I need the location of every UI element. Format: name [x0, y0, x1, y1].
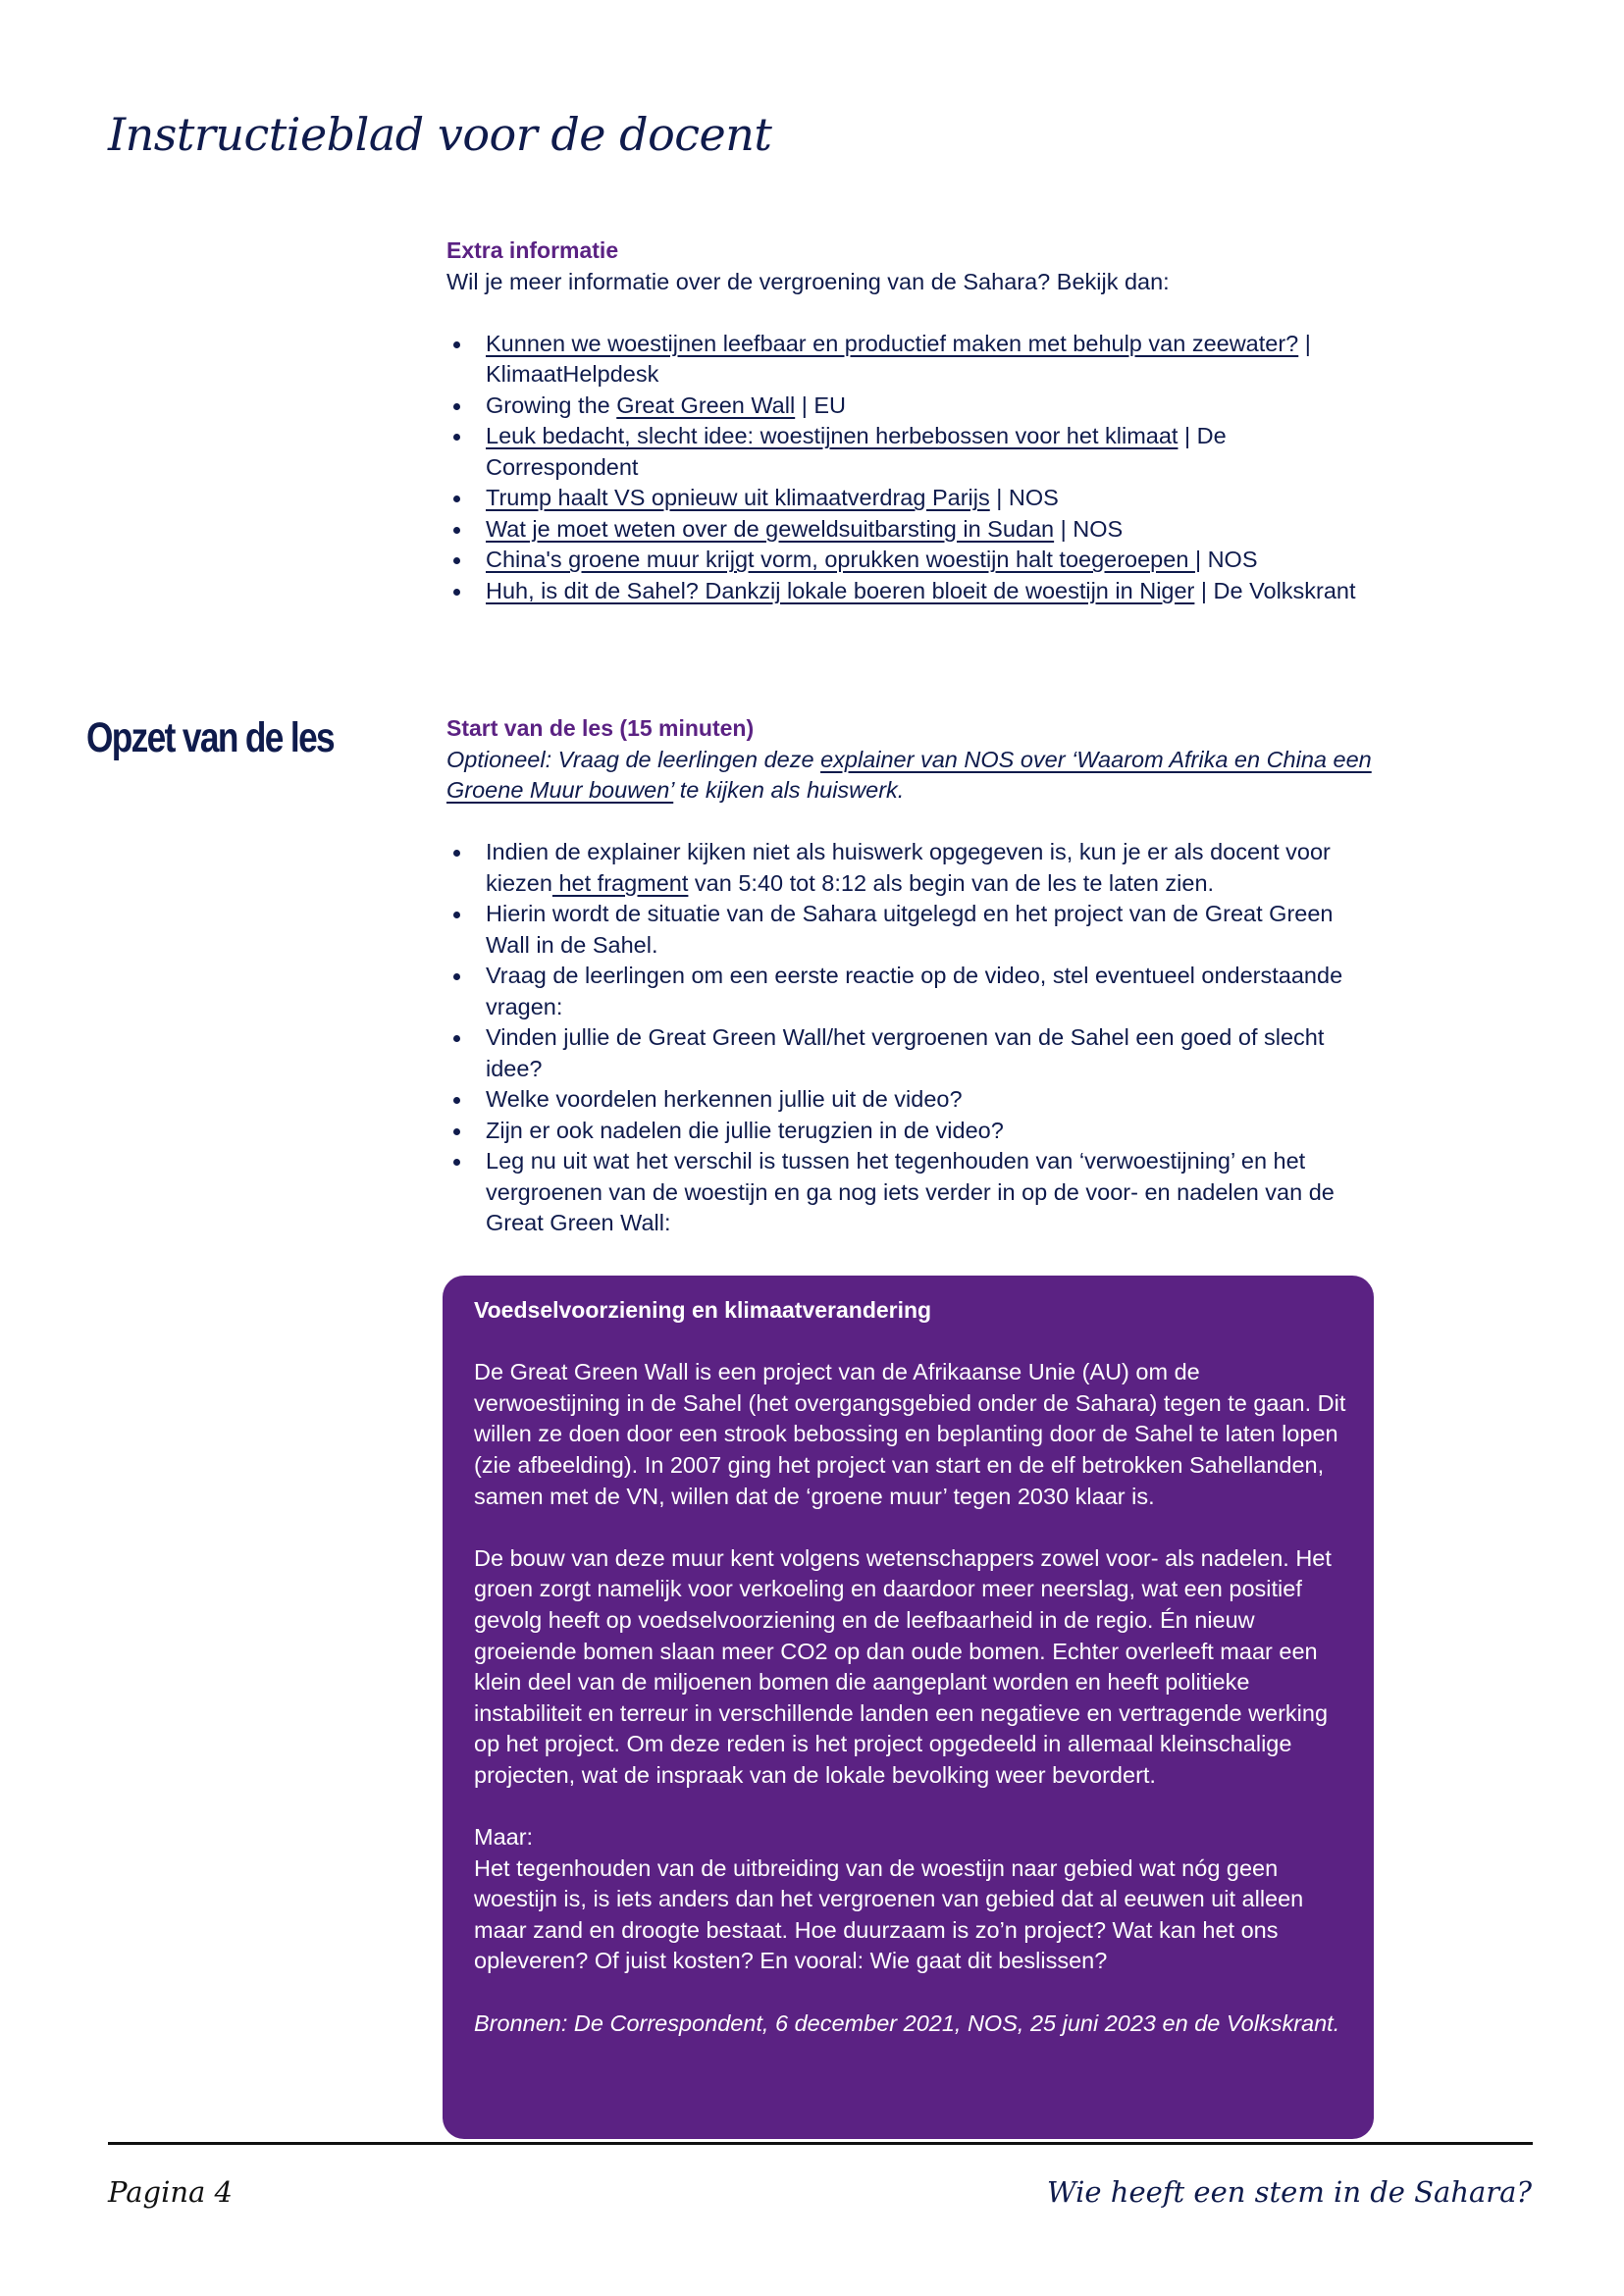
lesson-start-steps — [446, 837, 1379, 1239]
list-item: Hierin wordt de situatie van de Sahara uitgelegd en het project van de Great Green Wall in de Sahel. — [446, 899, 1379, 961]
link-zeewater[interactable]: Kunnen we woestijnen leefbaar en productief maken met behulp van zeewater? — [486, 330, 1299, 356]
list-item: Huh, is dit de Sahel? Dankzij lokale boeren bloeit de woestijn in Niger | De Volkskrant — [446, 576, 1379, 607]
list-item: Wat je moet weten over de geweldsuitbarsting in Sudan | NOS — [446, 514, 1379, 546]
link-china-groene-muur[interactable]: China's groene muur krijgt vorm, oprukken woestijn halt toegeroepen — [486, 547, 1195, 572]
extra-info-section — [446, 235, 1379, 606]
extra-info-heading: Extra informatie — [446, 237, 619, 263]
page-number: Pagina 4 — [108, 2175, 233, 2209]
list-item: Zijn er ook nadelen die jullie terugzien in de video? — [446, 1116, 1379, 1147]
info-box-maar-label: Maar: — [474, 1824, 534, 1851]
link-sudan[interactable]: Wat je moet weten over de geweldsuitbarsting in Sudan — [486, 515, 1055, 542]
list-item: Leg nu uit wat het verschil is tussen het tegenhouden van ‘verwoestijning’ en het vergroenen van de woestijn en ga nog iets verder in op de voor- en nadelen van de Great Green Wall: — [446, 1146, 1379, 1239]
page-title: Instructieblad voor de docent — [108, 108, 772, 161]
list-item: Welke voordelen herkennen jullie uit de video? — [446, 1084, 1379, 1116]
info-box-paragraph: Het tegenhouden van de uitbreiding van de woestijn naar gebied wat nóg geen woestijn is, is iets anders dan het vergroenen van gebied dat al eeuwen uit alleen maar zand en droogte bestaat. Hoe duurzaam is zo’n project? Wat kan het ons opleveren? Of juist kosten? En vooral: Wie gaat dit beslissen? — [474, 1854, 1304, 1974]
list-item: Indien de explainer kijken niet als huiswerk opgegeven is, kun je er als docent voor kiezen het fragment van 5:40 tot 8:12 als begin van de les te laten zien. — [446, 837, 1379, 899]
link-leuk-bedacht[interactable]: Leuk bedacht, slecht idee: woestijnen herbebossen voor het klimaat — [486, 423, 1179, 448]
lesson-start-section — [446, 713, 1379, 1239]
info-box-paragraph: De Great Green Wall is een project van de Afrikaanse Unie (AU) om de verwoestijning in de Sahel (het overgangsgebied onder de Sahara) tegen te gaan. Dit willen ze doen door een strook bebossing en beplanting door de Sahel te laten lopen (zie afbeelding). In 2007 ging het project van start en de elf betrokken Sahellanden, samen met de VN, willen dat de ‘groene muur’ tegen 2030 klaar is. — [474, 1359, 1346, 1509]
list-item: Trump haalt VS opnieuw uit klimaatverdrag Parijs | NOS — [446, 483, 1379, 514]
section-heading-opzet: Opzet van de les — [86, 714, 335, 761]
link-great-green-wall[interactable]: Great Green Wall — [616, 391, 796, 418]
extra-info-intro: Wil je meer informatie over de vergroening van de Sahara? Bekijk dan: — [446, 268, 1170, 294]
list-item: Kunnen we woestijnen leefbaar en productief maken met behulp van zeewater? | KlimaatHelpdesk — [446, 329, 1379, 391]
link-sahel-niger[interactable]: Huh, is dit de Sahel? Dankzij lokale boeren bloeit de woestijn in Niger — [486, 577, 1195, 603]
list-item: Growing the Great Green Wall | EU — [446, 391, 1379, 422]
list-item: Leuk bedacht, slecht idee: woestijnen herbebossen voor het klimaat | De Correspondent — [446, 421, 1379, 483]
document-title: Wie heeft een stem in de Sahara? — [1046, 2175, 1532, 2209]
extra-info-link-list — [446, 329, 1379, 607]
link-het-fragment[interactable]: het fragment — [551, 869, 689, 896]
info-box-title: Voedselvoorziening en klimaatverandering — [474, 1297, 932, 1323]
link-nos-explainer[interactable]: explainer van NOS over ‘Waarom Afrika en China een Groene Muur bouwen’ — [446, 746, 1372, 803]
info-box — [443, 1276, 1374, 2139]
list-item: Vraag de leerlingen om een eerste reactie op de video, stel eventueel onderstaande vragen: — [446, 961, 1379, 1022]
lesson-start-heading: Start van de les (15 minuten) — [446, 715, 755, 741]
info-box-paragraph: De bouw van deze muur kent volgens wetenschappers zowel voor- als nadelen. Het groen zorgt namelijk voor verkoeling en daardoor meer neerslag, wat een positief gevolg heeft op voedselvoorziening en de leefbaarheid in de regio. Én nieuw groeiende bomen slaan meer CO2 op dan oude bomen. Echter overleeft maar een klein deel van de miljoenen bomen die aangeplant worden en heeft politieke instabiliteit en terreur in verschillende landen een negatieve en vertragende werking op het project. Om deze reden is het project opgedeeld in allemaal kleinschalige projecten, wat de inspraak van de lokale bevolking weer bevordert. — [474, 1544, 1332, 1788]
list-item: China's groene muur krijgt vorm, oprukken woestijn halt toegeroepen | NOS — [446, 545, 1379, 576]
list-item: Vinden jullie de Great Green Wall/het vergroenen van de Sahel een goed of slecht idee? — [446, 1022, 1379, 1084]
optional-note: Optioneel: Vraag de leerlingen deze explainer van NOS over ‘Waarom Afrika en China een Groene Muur bouwen’ te kijken als huiswerk. — [446, 746, 1372, 803]
footer-divider — [108, 2142, 1533, 2145]
info-box-sources: Bronnen: De Correspondent, 6 december 2021, NOS, 25 juni 2023 en de Volkskrant. — [474, 2009, 1340, 2036]
link-trump-parijs[interactable]: Trump haalt VS opnieuw uit klimaatverdrag Parijs — [486, 485, 990, 510]
